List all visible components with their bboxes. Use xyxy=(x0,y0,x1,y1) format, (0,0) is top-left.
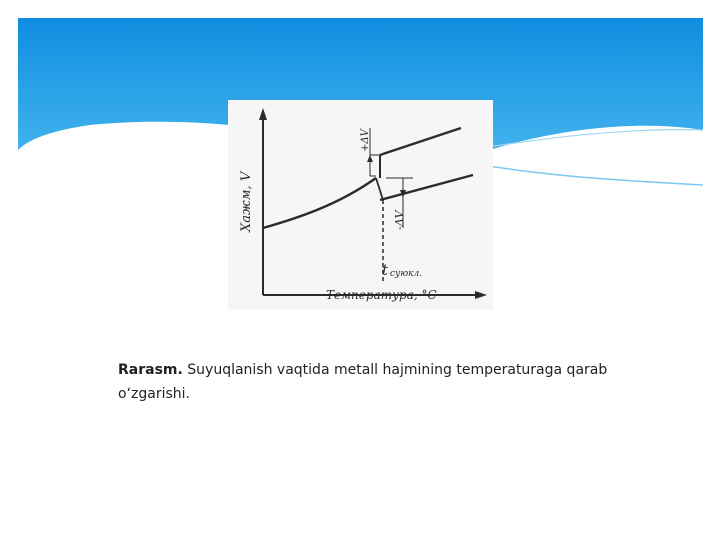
plus-dv-label: +ΔV xyxy=(360,129,371,152)
liquid-volume-line xyxy=(380,128,461,155)
diagram-svg xyxy=(228,100,493,310)
plus-dv-arrow xyxy=(367,155,373,162)
x-axis-arrow xyxy=(475,291,487,299)
caption-text: Suyuqlanish vaqtida metall hajmining temperaturaga qarab o‘zgarishi. xyxy=(118,362,608,402)
minus-dv-label: -ΔV xyxy=(393,210,406,230)
x-axis-label: Температура, °С xyxy=(326,288,437,302)
y-axis-arrow xyxy=(259,108,267,120)
y-axis-label: Хажм, V xyxy=(239,171,254,232)
figure-caption xyxy=(118,358,618,406)
t-melt-subscript: суюкл. xyxy=(390,269,423,279)
solid-volume-curve xyxy=(263,178,376,228)
caption-prefix: Rarasm. xyxy=(118,362,183,378)
volume-temperature-diagram xyxy=(228,100,493,310)
t-melt-label: t xyxy=(382,261,389,279)
lower-line xyxy=(380,175,473,200)
drop-line xyxy=(376,178,383,200)
